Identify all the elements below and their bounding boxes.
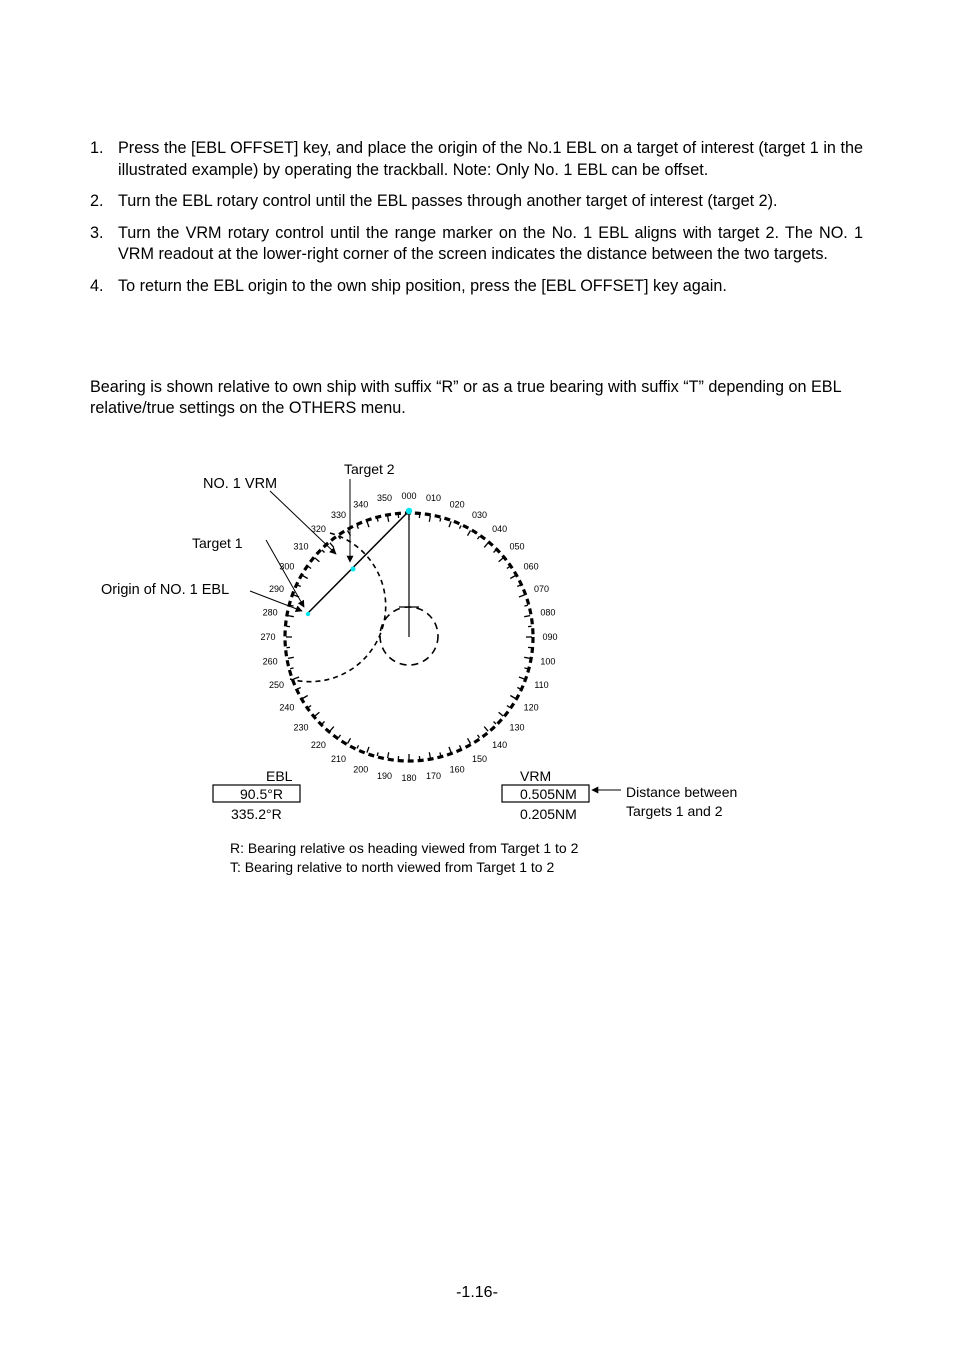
no1-vrm-label: NO. 1 VRM [203, 476, 278, 492]
bearing-label-020: 020 [449, 499, 465, 510]
target-1-label: Target 1 [192, 535, 243, 551]
bearing-tick [460, 526, 462, 529]
bearing-paragraph: Bearing is shown relative to own ship with suffix “R” or as a true bearing with suffix “T” depending on EBL relative/true settings on the OTHERS menu. [90, 378, 841, 417]
bearing-tick [290, 668, 293, 669]
bearing-tick [315, 558, 320, 562]
bearing-tick [460, 745, 462, 748]
bearing-tick [377, 518, 378, 521]
bearing-tick [303, 576, 308, 579]
ebl-readout-title: EBL [266, 768, 293, 784]
no1-vrm-arc [290, 533, 386, 682]
bearing-tick [440, 752, 441, 755]
bearing-tick [440, 518, 441, 521]
bearing-label-040: 040 [492, 524, 508, 534]
bearing-label-100: 100 [540, 656, 556, 667]
bearing-tick [330, 543, 334, 548]
bearing-label-080: 080 [540, 607, 556, 618]
ebl-readout-boxed-value: 90.5°R [240, 786, 283, 802]
step-text: Turn the EBL rotary control until the EBL passes through another target of interest (target 2). [118, 192, 778, 210]
vrm-ebl-intersection-marker [351, 567, 356, 572]
bearing-tick [499, 558, 504, 562]
bearing-label-050: 050 [509, 541, 525, 552]
bearing-tick [339, 735, 341, 738]
bearing-label-170: 170 [425, 770, 442, 781]
bearing-tick [449, 521, 451, 527]
bearing-tick [308, 567, 311, 569]
bearing-tick [388, 752, 389, 758]
bearing-tick [293, 677, 299, 679]
bearing-tick [303, 696, 308, 699]
bearing-tick [322, 722, 325, 725]
step-text: To return the EBL origin to the own ship position, press the [EBL OFFSET] key again. [118, 276, 727, 295]
bearing-tick [429, 516, 430, 522]
bearing-tick [468, 738, 471, 743]
bearing-tick [357, 526, 359, 529]
bearing-tick [524, 657, 530, 658]
origin-ebl-label: Origin of NO. 1 EBL [101, 582, 230, 598]
step-text: Turn the VRM rotary control until the range marker on the No. 1 EBL aligns with target 2. The NO. 1 VRM readout at the lower-right corner of the screen indicates the distance between the two targets. [118, 223, 863, 263]
bearing-tick [298, 688, 301, 690]
bearing-label-220: 220 [310, 740, 326, 750]
bearing-label-090: 090 [542, 632, 558, 642]
note-r: R: Bearing relative os heading viewed from Target 1 to 2 [230, 840, 579, 856]
bearing-label-120: 120 [523, 702, 539, 713]
bearing-tick [288, 657, 294, 658]
bearing-label-200: 200 [353, 764, 369, 775]
bearing-label-110: 110 [534, 680, 549, 691]
ebl-readout-plain-value: 335.2°R [231, 806, 282, 822]
bearing-tick [357, 745, 359, 748]
bearing-tick [377, 752, 378, 755]
bearing-label-160: 160 [449, 764, 465, 775]
vrm-readout-boxed-value: 0.505NM [520, 786, 577, 802]
bearing-label-280: 280 [262, 607, 278, 618]
step-text: Press the [EBL OFFSET] key, and place the origin of the No.1 EBL on a target of interest (target 1 in the illustrated example) by operating the trackball. Note: Only No. 1 EBL can be offset. [118, 139, 863, 179]
step-number: 2. [90, 192, 104, 210]
bearing-tick [524, 668, 527, 669]
page-number: -1.16- [456, 1284, 498, 1301]
distance-label-line2: Targets 1 and 2 [626, 803, 723, 819]
bearing-tick [510, 696, 515, 699]
bearing-tick [510, 576, 515, 579]
bearing-label-070: 070 [533, 583, 550, 594]
bearing-tick [507, 706, 510, 708]
bearing-tick [330, 727, 334, 732]
bearing-label-010: 010 [425, 493, 442, 504]
bearing-label-340: 340 [353, 499, 369, 510]
bearing-label-330: 330 [330, 509, 347, 520]
bearing-tick [507, 567, 510, 569]
bearing-tick [308, 706, 311, 708]
bearing-label-230: 230 [293, 722, 309, 733]
bearing-tick [519, 595, 525, 597]
vrm-readout-plain-value: 0.205NM [520, 806, 577, 822]
bearing-label-140: 140 [492, 740, 508, 750]
bearing-label-270: 270 [260, 632, 276, 642]
bearing-tick [484, 727, 488, 732]
bearing-tick [494, 550, 497, 553]
step-number: 4. [90, 276, 104, 295]
bearing-tick [298, 585, 301, 587]
bearing-label-290: 290 [268, 583, 285, 594]
bearing-tick [290, 605, 293, 606]
bearing-tick [484, 543, 488, 548]
bearing-tick [478, 536, 480, 539]
bearing-label-260: 260 [262, 656, 278, 667]
bearing-tick [367, 521, 369, 527]
bearing-tick [517, 585, 520, 587]
bearing-label-240: 240 [279, 702, 295, 713]
bearing-tick [388, 516, 389, 522]
bearing-tick [519, 677, 525, 679]
bearing-label-310: 310 [293, 541, 309, 552]
target-1-marker [306, 612, 310, 616]
step-number: 3. [90, 223, 104, 242]
bearing-label-130: 130 [509, 722, 525, 733]
bearing-label-150: 150 [471, 754, 488, 765]
bearing-label-180: 180 [401, 773, 417, 783]
bearing-tick [288, 616, 294, 617]
bearing-label-190: 190 [376, 770, 393, 781]
bearing-tick [348, 738, 351, 743]
bearing-label-350: 350 [376, 493, 393, 504]
target-2-marker [406, 508, 412, 514]
bearing-label-060: 060 [523, 561, 539, 572]
bearing-label-320: 320 [310, 524, 326, 534]
bearing-label-300: 300 [279, 561, 295, 572]
vrm-readout-title: VRM [520, 768, 552, 784]
bearing-tick [449, 747, 451, 753]
bearing-tick [315, 712, 320, 716]
bearing-label-000: 000 [401, 491, 417, 501]
bearing-tick [468, 531, 471, 536]
bearing-tick [517, 688, 520, 690]
note-t: T: Bearing relative to north viewed from Target 1 to 2 [230, 859, 555, 875]
bearing-tick [367, 747, 369, 753]
bearing-label-030: 030 [471, 509, 488, 520]
step-number: 1. [90, 139, 104, 157]
bearing-tick [322, 550, 325, 553]
bearing-label-250: 250 [268, 680, 285, 691]
bearing-label-210: 210 [330, 754, 347, 765]
distance-label-line1: Distance between [626, 784, 738, 800]
bearing-tick [499, 712, 504, 716]
bearing-tick [524, 605, 527, 606]
bearing-tick [524, 616, 530, 617]
target-2-label: Target 2 [344, 461, 395, 477]
bearing-tick [494, 722, 497, 725]
bearing-tick [478, 735, 480, 738]
bearing-tick [429, 752, 430, 758]
